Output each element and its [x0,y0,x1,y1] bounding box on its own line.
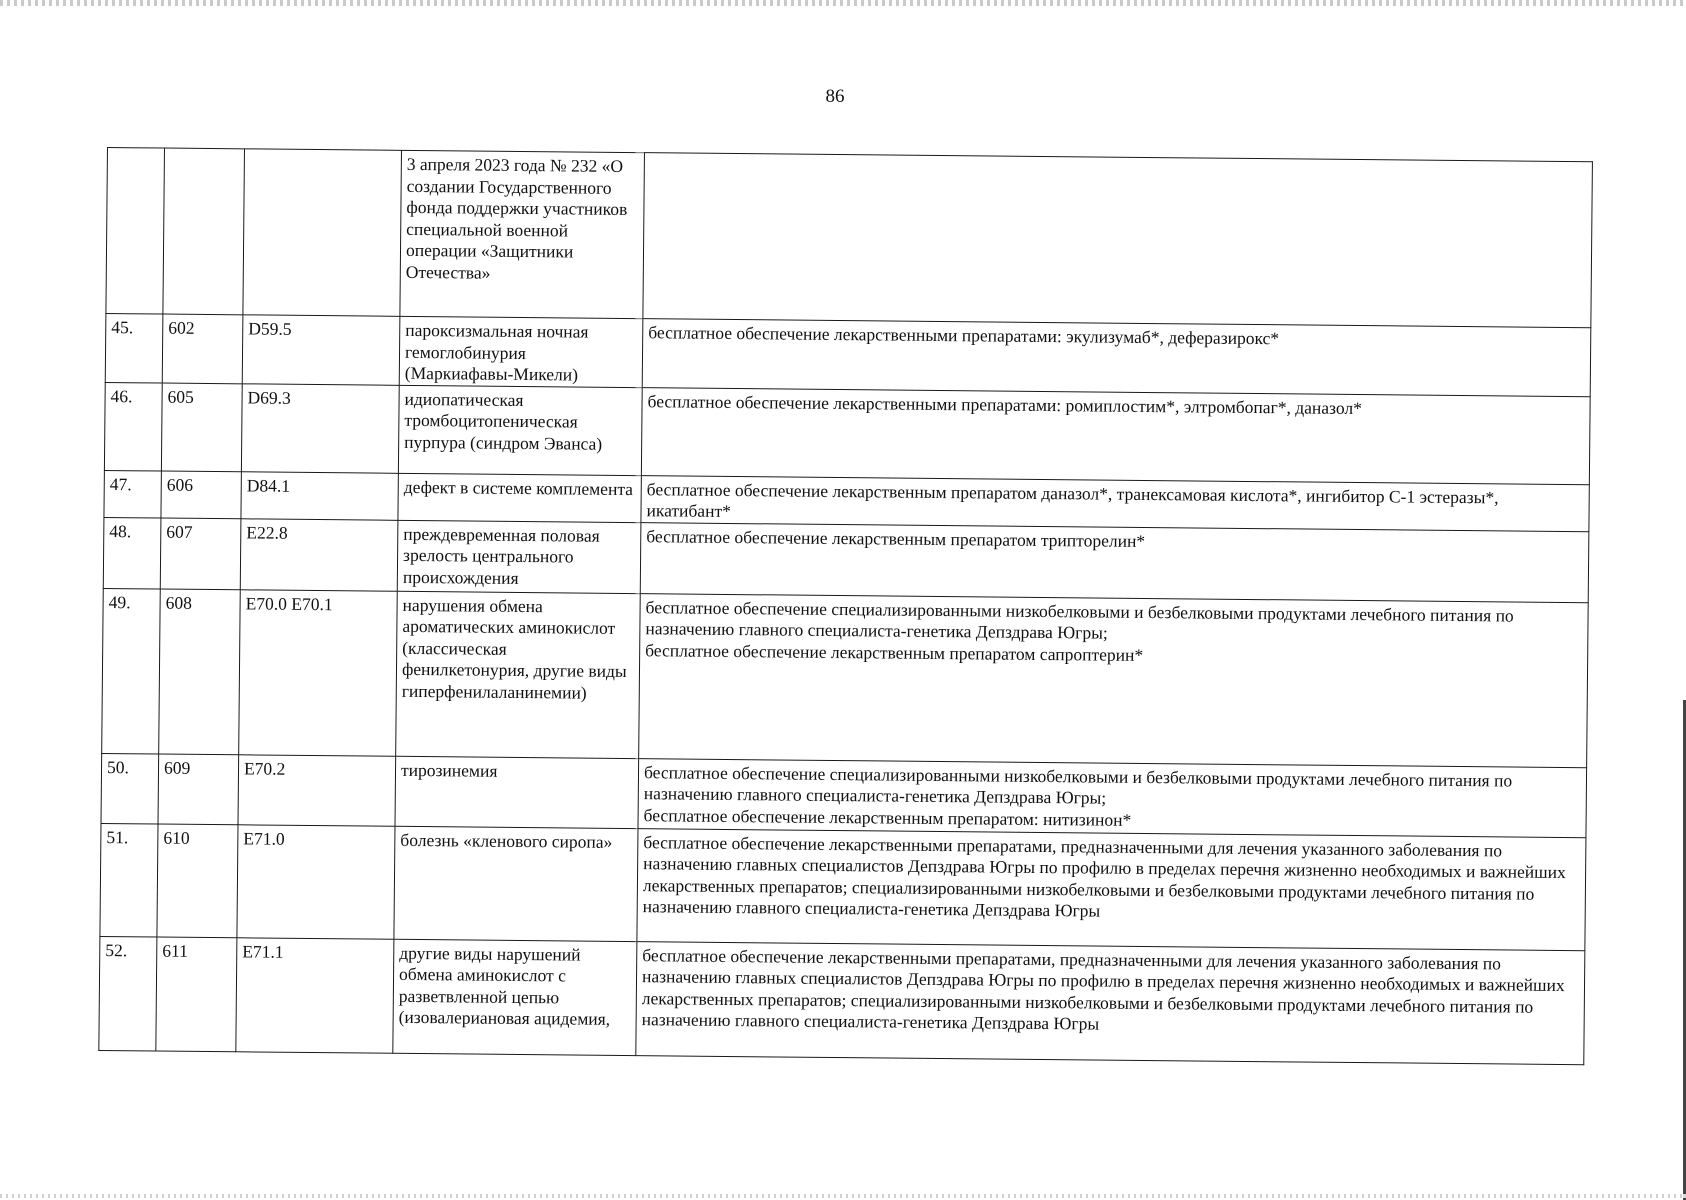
row-support-measure: бесплатное обеспечение лекарственным препаратом трипторелин* [640,522,1589,602]
row-code: 606 [161,471,241,519]
row-icd-code: D59.5 [242,315,400,385]
row-icd-code: E71.0 [237,824,395,939]
row-icd-code: D84.1 [241,471,398,520]
row-number [106,148,165,315]
row-support-measure: бесплатное обеспечение специализированными низкобелковыми и безбелковыми продуктами лечебного питания по назначению главного специалиста-генетика Депздрава Югры; бесплатное обеспечение лекарственным препаратом сапроптерин* [639,593,1589,767]
row-code: 611 [156,937,237,1052]
row-icd-code: E22.8 [240,518,398,591]
row-code: 609 [158,754,239,825]
row-disease-name: идиопатическая тромбоцитопеническая пурпура (синдром Эванса) [398,385,642,475]
row-code: 610 [157,824,238,938]
row-icd-code: E70.2 [238,754,396,826]
table-row [102,588,1589,767]
row-number: 48. [103,517,161,589]
row-icd-code: E71.1 [236,937,394,1053]
row-disease-name: дефект в системе комплемента [398,473,641,522]
row-code: 607 [160,518,241,590]
row-number: 51. [100,823,158,937]
table-row [106,148,1593,328]
row-support-measure: бесплатное обеспечение лекарственными препаратами, предназначенными для лечения указанного заболевания по назначению главных специалистов Депздрава Югры по профилю в пределах перечня жизненно необходимых и важнейших лекарственных препаратов; специализированными низкобелковыми и безбелковыми продуктами лечебного питания по назначению главного специалиста-генетика Депздрава Югры [637,828,1586,950]
row-code: 602 [162,314,243,383]
row-disease-name: болезнь «кленового сиропа» [394,826,638,941]
scan-edge-bottom [0,1194,1686,1198]
row-icd-code: E70.0 E70.1 [239,589,398,755]
row-disease-name: пароксизмальная ночная гемоглобинурия (Маркиафавы-Микели) [399,316,643,387]
row-number: 52. [99,936,157,1051]
row-support-measure: бесплатное обеспечение лекарственным препаратом даназол*, транексамовая кислота*, ингибитор С-1 эстеразы*, икатибант* [641,475,1589,531]
page-number: 86 [825,86,845,107]
row-code [163,148,245,315]
row-number: 45. [105,313,163,382]
row-support-measure: бесплатное обеспечение лекарственными препаратами: ромиплостим*, элтромбопаг*, даназол* [641,387,1590,484]
row-disease-name: 3 апреля 2023 года № 232 «О создании Государственного фонда поддержки участников специальной военной операции «Защитники Отечества» [400,150,645,318]
table-row [100,823,1586,950]
row-number: 50. [101,753,159,824]
row-support-measure: бесплатное обеспечение лекарственными препаратами, предназначенными для лечения указанного заболевания по назначению главных специалистов Депздрава Югры по профилю в пределах перечня жизненно необходимых и важнейших лекарственных препаратов; специализированными низкобелковыми и безбелковыми продуктами лечебного питания по назначению главного специалиста-генетика Депздрава Югры [636,941,1585,1064]
row-disease-name: нарушения обмена ароматических аминокислот (классическая фенилкетонурия, другие виды гиперфенилаланинемии) [396,591,641,758]
scan-edge-top [0,0,1686,6]
row-disease-name: другие виды нарушений обмена аминокислот с разветвленной цепью (изовалериановая ацидемия, [393,939,637,1055]
row-icd-code: D69.3 [241,383,399,473]
row-support-measure: бесплатное обеспечение лекарственными препаратами: экулизумаб*, деферазирокс* [642,319,1591,397]
table-row [104,382,1590,484]
row-disease-name: тирозинемия [395,756,639,828]
row-support-measure: бесплатное обеспечение специализированными низкобелковыми и безбелковыми продуктами лечебного питания по назначению главного специалиста-генетика Депздрава Югры; бесплатное обеспечение лекарственным препаратом: нитизинон* [638,758,1587,837]
table-row [99,936,1585,1064]
row-number: 47. [104,470,161,518]
row-support-measure [643,153,1593,328]
row-disease-name: преждевременная половая зрелость центрального происхождения [397,520,641,593]
row-code: 605 [161,383,242,472]
diseases-table [98,147,1593,1065]
row-code: 608 [159,589,241,755]
row-number: 49. [102,588,161,754]
row-icd-code [243,149,402,316]
row-number: 46. [104,382,162,471]
